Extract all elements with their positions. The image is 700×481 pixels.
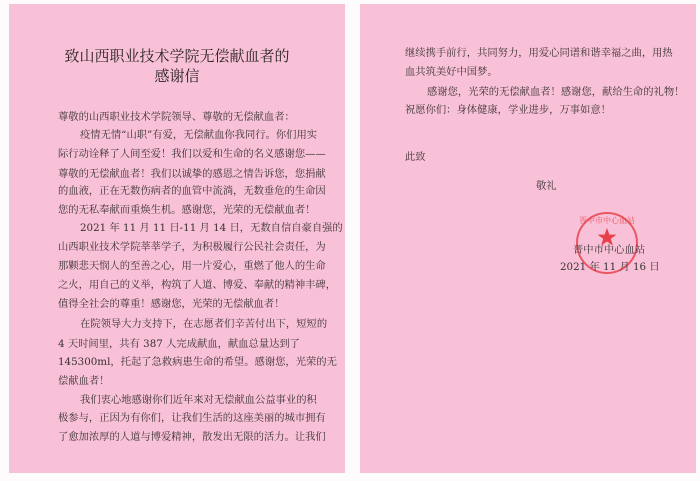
closing-cizhi: 此致 [405,151,426,163]
letter-text-line: 尊敬的山西职业技术学院领导、尊敬的无偿献血者： [58,111,295,123]
seal-text: 晋中市中心血站 [579,216,635,225]
letter-text-line: 尊敬的无偿献血者！我们以诚挚的感恩之情告诉您，您捐献 [58,168,326,180]
letter-text-line: 您的无私奉献而重焕生机。感谢您，光荣的无偿献血者！ [58,204,316,216]
letter-text-line: 疫情无情“山职”有爱，无偿献血你我同行。你们用实 [80,129,318,141]
letter-date: 2021 年 11 月 16 日 [560,261,660,273]
letter-text-line: 在院领导大力支持下，在志愿者们辛苦付出下，短短的 [80,318,328,330]
letter-text-line: 的血液，正在无数伤病者的血管中流淌，无数垂危的生命因 [58,185,326,197]
letter-text-line: 祝愿你们：身体健康，学业进步，万事如意！ [405,104,611,116]
letter-text-line: 145300ml，托起了急救病患生命的希望。感谢您，光荣的无 [58,356,337,368]
letter-text-line: 感谢您，光荣的无偿献血者！感谢您，献给生命的礼物！ [427,86,685,98]
letter-text-line: 际行动诠释了人间至爱！我们以爱和生命的名义感谢您—— [58,148,326,160]
letter-page-2 [360,4,696,473]
letter-title-line-2: 感谢信 [154,67,200,85]
letter-text-line: 血共筑美好中国梦。 [405,66,498,78]
letter-text-line: 极参与，正因为有你们，让我们生活的这座美丽的城市拥有 [58,412,326,424]
letter-text-line: 4 天时间里，共有 387 人完成献血，献血总量达到了 [58,338,300,350]
letter-text-line: 之火，用自己的义举，构筑了人道、博爱、奉献的精神丰碑， [58,279,337,291]
letter-text-line: 2021 年 11 月 11 日-11 月 14 日，无数自信自豪自强的 [80,222,343,234]
letter-page-1 [9,4,345,473]
letter-text-line: 山西职业技术学院莘莘学子，为积极履行公民社会责任，为 [58,241,326,253]
letter-text-line: 那颗悲天悯人的至善之心，用一片爱心，重燃了他人的生命 [58,260,326,272]
letter-text-line: 了愈加浓厚的人道与博爱精神，散发出无限的活力。让我们 [58,431,326,443]
letter-text-line: 偿献血者！ [58,375,110,387]
closing-jingli: 敬礼 [536,180,557,192]
letter-text-line: 我们衷心地感谢你们近年来对无偿献血公益事业的积 [80,394,317,406]
letter-text-line: 继续携手前行，共同努力，用爱心同谱和谐幸福之曲，用热 [405,47,673,59]
letter-title-line-1: 致山西职业技术学院无偿献血者的 [64,47,290,65]
letter-text-line: 值得全社会的尊重！感谢您，光荣的无偿献血者！ [58,298,285,310]
signature-organization: 晋中市中心血站 [573,244,646,256]
